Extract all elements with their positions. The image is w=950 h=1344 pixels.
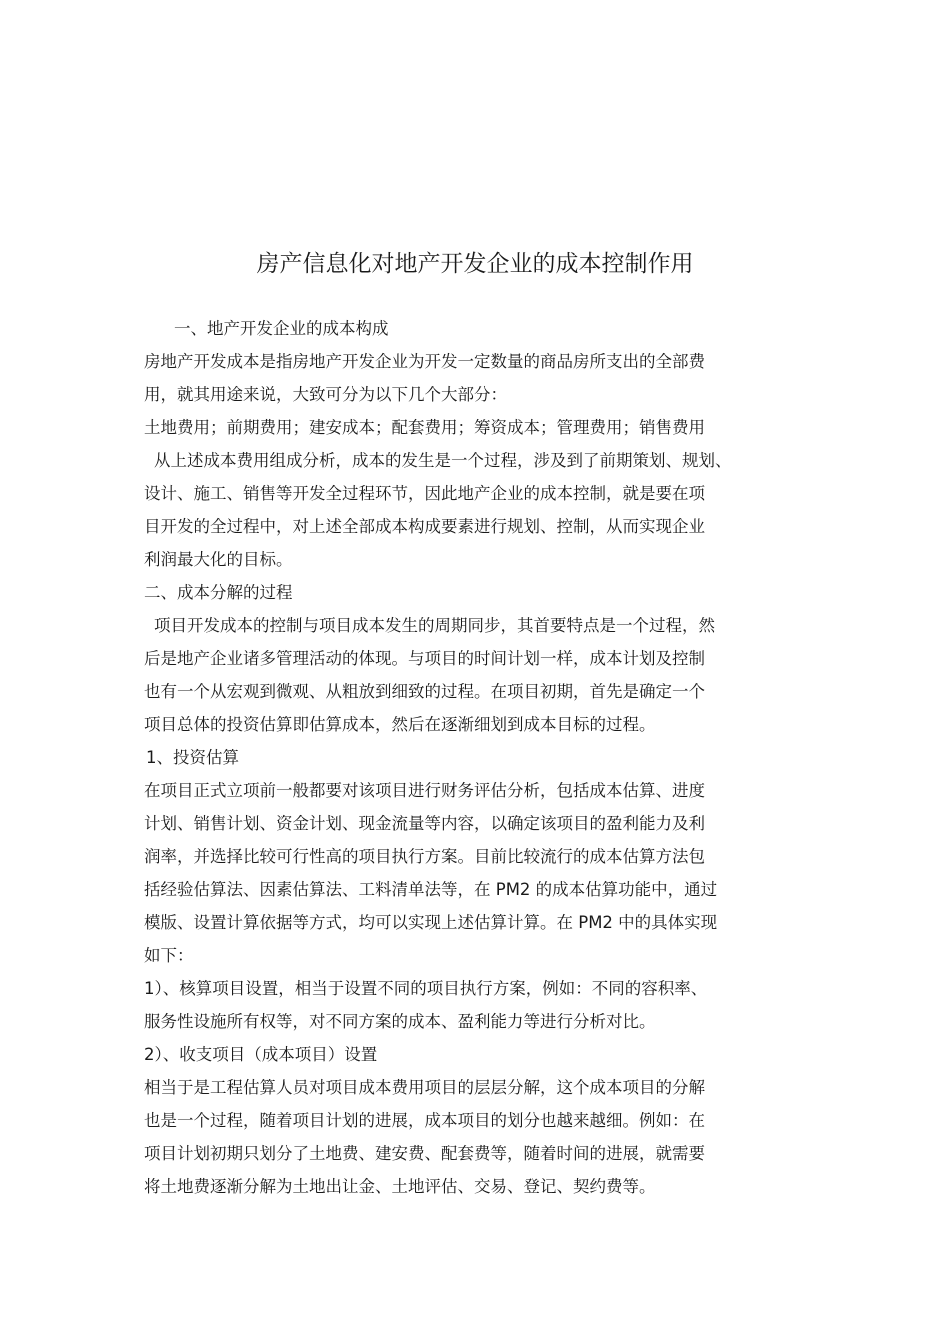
paragraph-line: 房地产开发成本是指房地产开发企业为开发一定数量的商品房所支出的全部费 (144, 352, 705, 371)
paragraph-line: 设计、施工、销售等开发全过程环节，因此地产企业的成本控制，就是要在项 (144, 484, 705, 503)
section-heading-2: 二、成本分解的过程 (144, 583, 293, 602)
paragraph-line: 项目计划初期只划分了土地费、建安费、配套费等，随着时间的进展，就需要 (144, 1144, 705, 1163)
paragraph-line: 土地费用；前期费用；建安成本；配套费用；筹资成本；管理费用；销售费用 (144, 418, 705, 437)
paragraph-line: 计划、销售计划、资金计划、现金流量等内容，以确定该项目的盈利能力及利 (144, 814, 705, 833)
paragraph-line: 将土地费逐渐分解为土地出让金、土地评估、交易、登记、契约费等。 (144, 1177, 656, 1196)
list-item: 1）、核算项目设置，相当于设置不同的项目执行方案，例如：不同的容积率、 (144, 979, 708, 998)
paragraph-line: 项目开发成本的控制与项目成本发生的周期同步，其首要特点是一个过程，然 (154, 616, 715, 635)
section-heading-1: 一、地产开发企业的成本构成 (174, 319, 389, 338)
list-item: 2）、收支项目（成本项目）设置 (144, 1045, 378, 1064)
paragraph-line: 在项目正式立项前一般都要对该项目进行财务评估分析，包括成本估算、进度 (144, 781, 705, 800)
paragraph-line: 相当于是工程估算人员对项目成本费用项目的层层分解，这个成本项目的分解 (144, 1078, 705, 1097)
paragraph-line: 模版、设置计算依据等方式，均可以实现上述估算计算。在 PM2 中的具体实现 (144, 913, 718, 932)
paragraph-line: 润率，并选择比较可行性高的项目执行方案。目前比较流行的成本估算方法包 (144, 847, 705, 866)
paragraph-line: 用，就其用途来说，大致可分为以下几个大部分： (144, 385, 507, 404)
paragraph-line: 服务性设施所有权等，对不同方案的成本、盈利能力等进行分析对比。 (144, 1012, 656, 1031)
paragraph-line: 利润最大化的目标。 (144, 550, 293, 569)
subsection-heading: 1、投资估算 (146, 748, 239, 767)
paragraph-line: 项目总体的投资估算即估算成本，然后在逐渐细划到成本目标的过程。 (144, 715, 656, 734)
paragraph-line: 目开发的全过程中，对上述全部成本构成要素进行规划、控制，从而实现企业 (144, 517, 705, 536)
paragraph-line: 从上述成本费用组成分析，成本的发生是一个过程，涉及到了前期策划、规划、 (154, 451, 732, 470)
paragraph-line: 如下： (144, 946, 194, 965)
paragraph-line: 括经验估算法、因素估算法、工料清单法等，在 PM2 的成本估算功能中，通过 (144, 880, 718, 899)
paragraph-line: 也有一个从宏观到微观、从粗放到细致的过程。在项目初期，首先是确定一个 (144, 682, 705, 701)
paragraph-line: 也是一个过程，随着项目计划的进展，成本项目的划分也越来越细。例如：在 (144, 1111, 705, 1130)
document-title: 房产信息化对地产开发企业的成本控制作用 (256, 251, 694, 277)
paragraph-line: 后是地产企业诸多管理活动的体现。与项目的时间计划一样，成本计划及控制 (144, 649, 705, 668)
document-body (144, 312, 844, 1203)
